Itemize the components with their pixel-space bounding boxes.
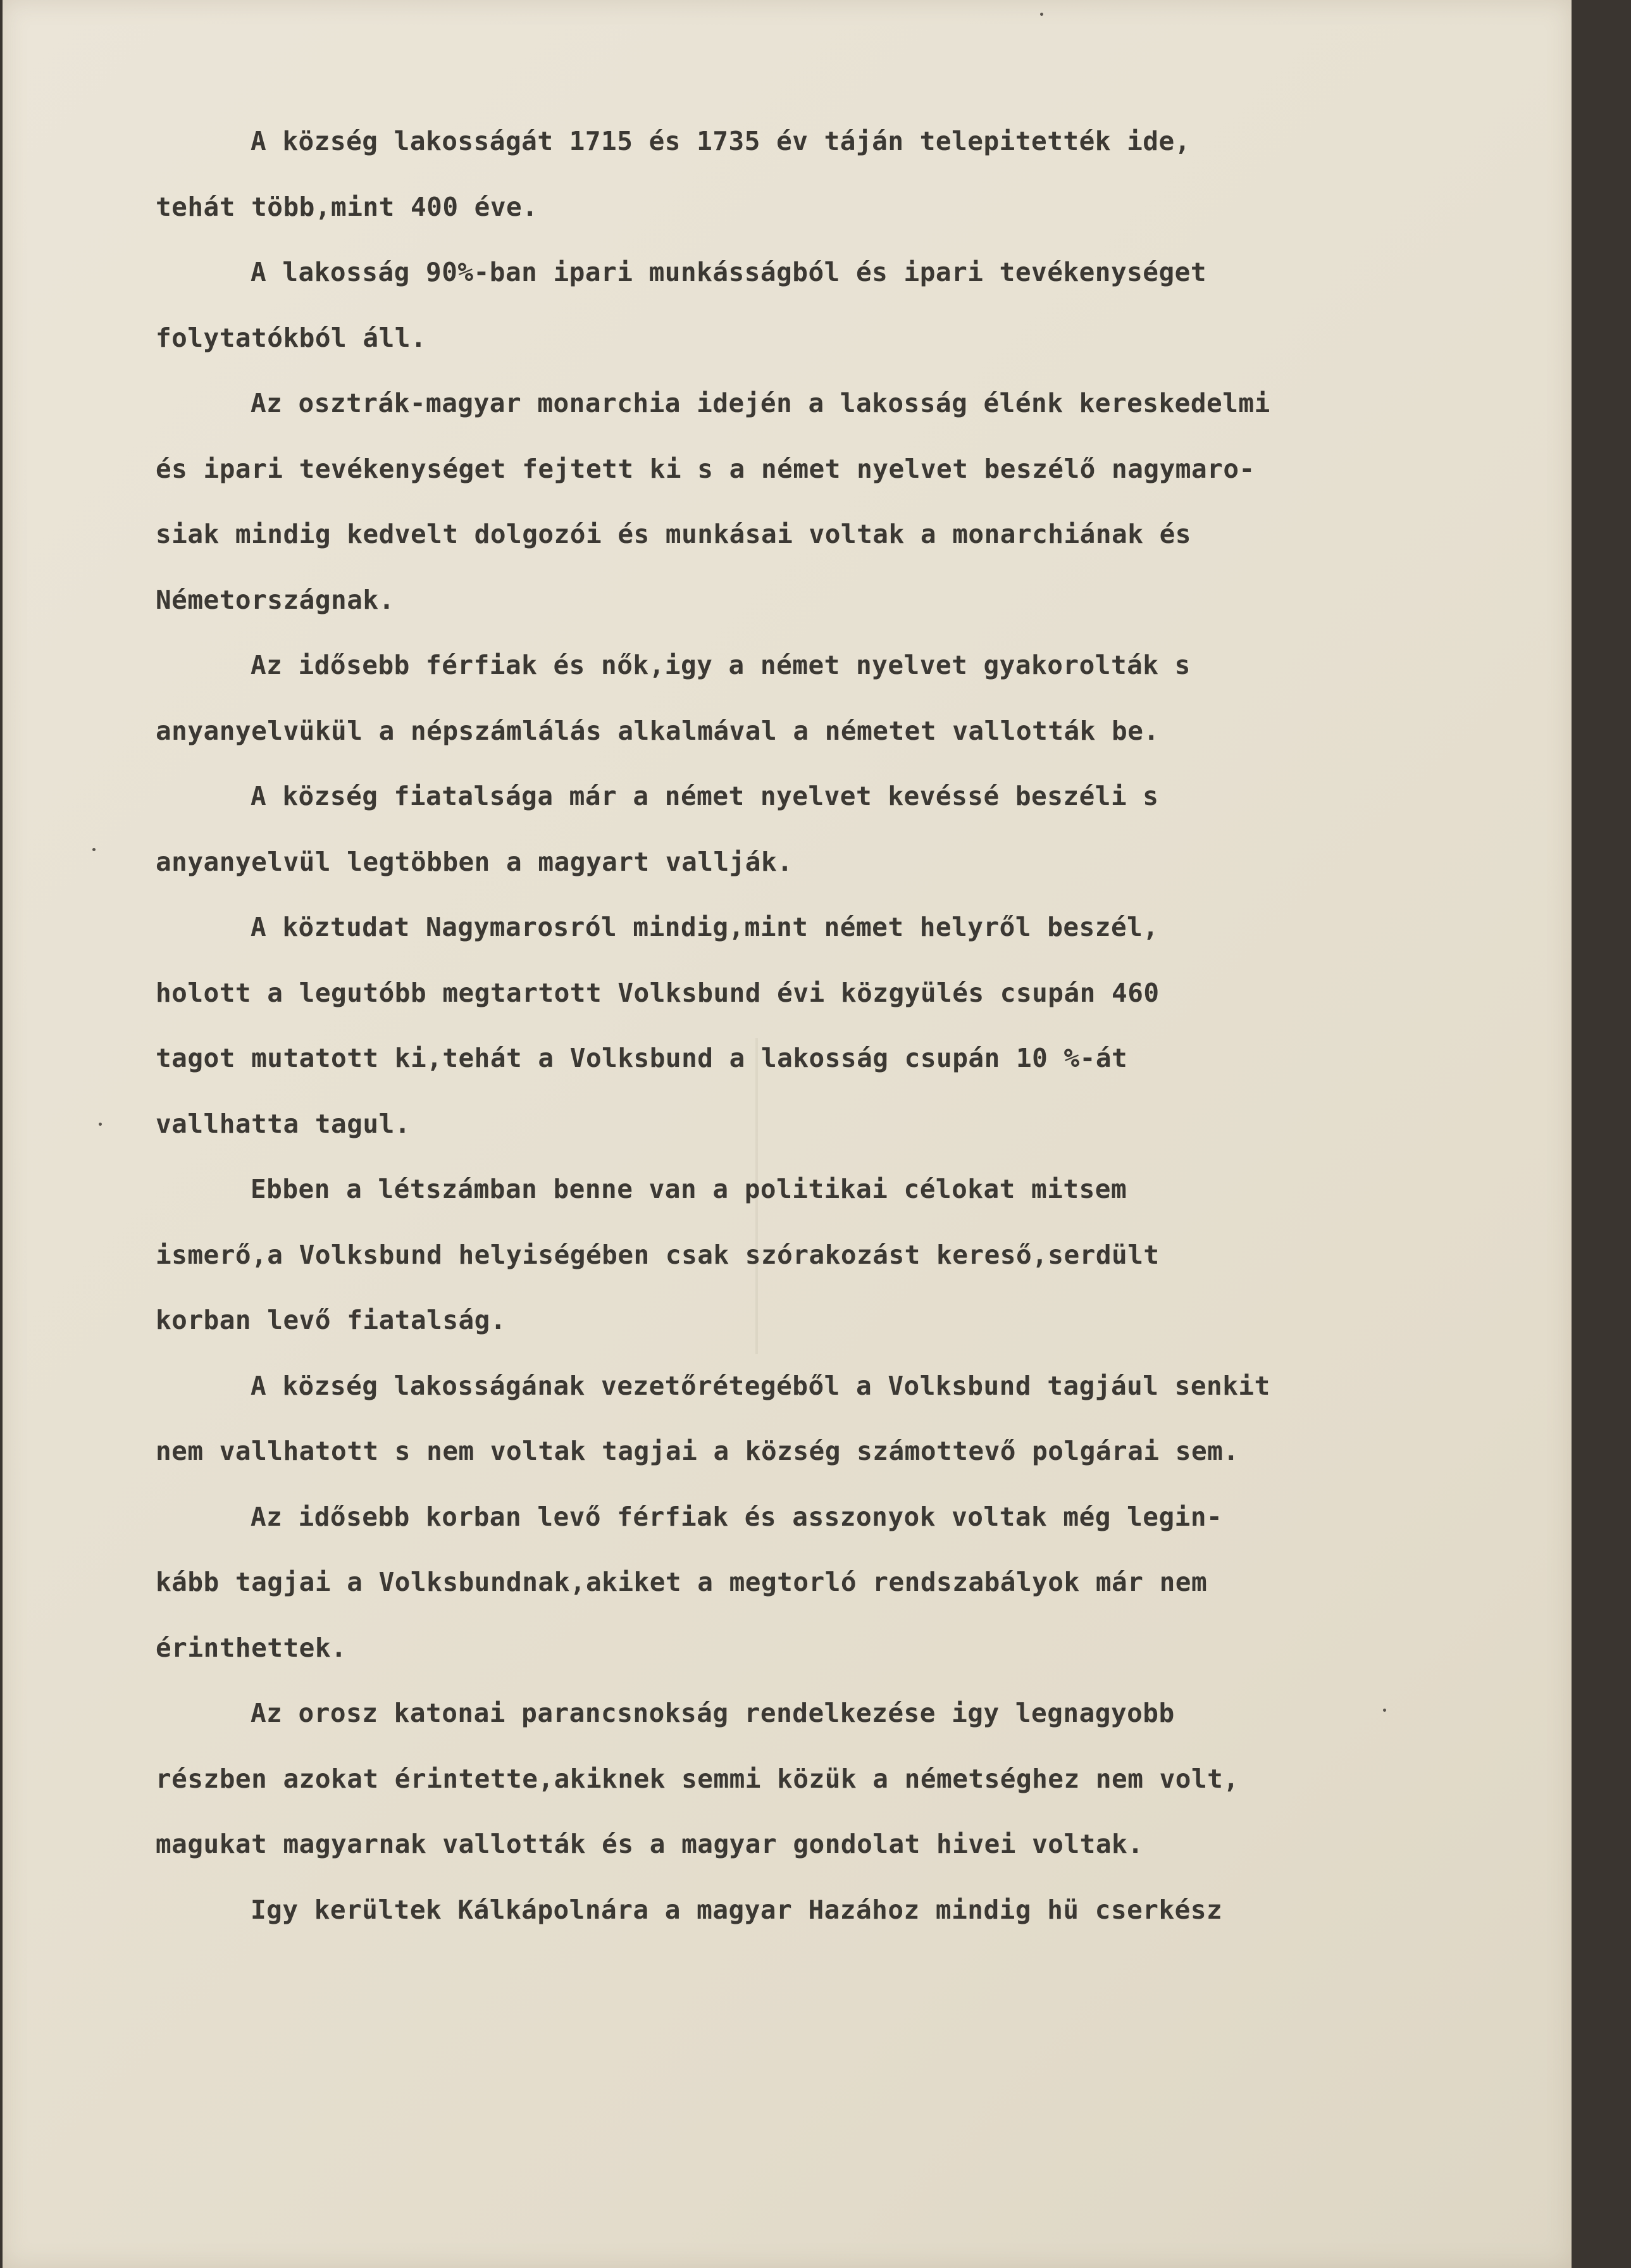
text-line: ismerő,a Volksbund helyiségében csak szórakozást kereső,serdült xyxy=(156,1239,1160,1270)
typewritten-page xyxy=(3,0,1572,2268)
text-line: nem vallhatott s nem voltak tagjai a község számottevő polgárai sem. xyxy=(156,1436,1239,1466)
text-line: Az idősebb férfiak és nők,igy a német nyelvet gyakorolták s xyxy=(251,650,1191,680)
text-line: tagot mutatott ki,tehát a Volksbund a lakosság csupán 10 %-át xyxy=(156,1043,1128,1073)
text-line: A köztudat Nagymarosról mindig,mint német helyről beszél, xyxy=(251,912,1159,942)
text-line: A község lakosságát 1715 és 1735 év táján telepitették ide, xyxy=(251,126,1191,156)
text-line: és ipari tevékenységet fejtett ki s a német nyelvet beszélő nagymaro- xyxy=(156,453,1255,484)
text-line: érinthettek. xyxy=(156,1632,347,1663)
text-line: siak mindig kedvelt dolgozói és munkásai voltak a monarchiának és xyxy=(156,519,1191,549)
text-line: Németországnak. xyxy=(156,584,395,615)
text-line: Az orosz katonai parancsnokság rendelkezése igy legnagyobb xyxy=(251,1698,1175,1728)
document-body xyxy=(156,122,1484,1956)
text-line: vallhatta tagul. xyxy=(156,1108,411,1139)
text-line: részben azokat érintette,akiknek semmi közük a németséghez nem volt, xyxy=(156,1763,1239,1794)
text-line: anyanyelvükül a népszámlálás alkalmával a németet vallották be. xyxy=(156,715,1160,746)
text-line: folytatókból áll. xyxy=(156,322,427,353)
text-line: magukat magyarnak vallották és a magyar gondolat hivei voltak. xyxy=(156,1829,1144,1859)
paper-speck xyxy=(92,848,96,851)
paper-speck xyxy=(99,1123,102,1126)
text-line: holott a legutóbb megtartott Volksbund évi közgyülés csupán 460 xyxy=(156,977,1160,1008)
text-line: Igy kerültek Kálkápolnára a magyar Hazához mindig hü cserkész xyxy=(251,1894,1223,1925)
text-line: kább tagjai a Volksbundnak,akiket a megtorló rendszabályok már nem xyxy=(156,1567,1208,1597)
text-line: A község fiatalsága már a német nyelvet kevéssé beszéli s xyxy=(251,781,1159,811)
text-line: tehát több,mint 400 éve. xyxy=(156,191,538,222)
text-line: A lakosság 90%-ban ipari munkásságból és ipari tevékenységet xyxy=(251,257,1207,287)
text-line: korban levő fiatalság. xyxy=(156,1305,507,1335)
text-line: A község lakosságának vezetőrétegéből a Volksbund tagjául senkit xyxy=(251,1370,1270,1401)
text-line: Ebben a létszámban benne van a politikai célokat mitsem xyxy=(251,1174,1127,1204)
paper-speck xyxy=(1040,13,1043,16)
text-line: Az osztrák-magyar monarchia idején a lakosság élénk kereskedelmi xyxy=(251,388,1270,418)
text-line: anyanyelvül legtöbben a magyart vallják. xyxy=(156,846,793,877)
text-line: Az idősebb korban levő férfiak és asszonyok voltak még legin- xyxy=(251,1501,1223,1532)
